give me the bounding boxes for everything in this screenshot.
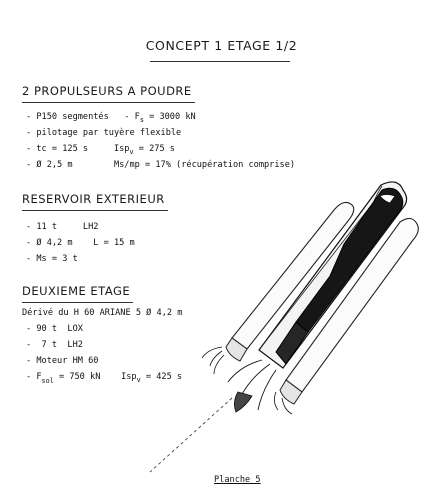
spec-line-engine: - Moteur HM 60 [26,356,99,366]
spec-text: = 3000 kN [143,112,196,122]
spec-line-derived-from: Dérivé du H 60 ARIANE 5 Ø 4,2 m [22,308,183,318]
spec-text: = 750 kN Isp [53,372,137,382]
subscript: v [129,148,134,156]
spec-line-tank-dimensions: - Ø 4,2 m L = 15 m [26,238,135,248]
subscript: sol [41,377,54,385]
spec-line-lh2-mass-2: - 7 t LH2 [26,340,83,350]
spec-text: = 425 s [140,372,183,382]
subscript: v [136,376,141,384]
spec-line-diameter: - Ø 2,5 m Ms/mp = 17% (récupération comprise) [26,160,296,170]
spec-line-lox-mass: - 90 t LOX [26,324,83,334]
spec-line-dry-mass: - Ms = 3 t [26,254,78,264]
section-heading-reservoir-text: RESERVOIR EXTERIEUR [22,192,165,206]
spec-text: - P150 segmentés - F [26,112,140,122]
exhaust-trail [150,398,232,472]
spec-text: = 275 s [133,144,175,154]
section-heading-deuxieme-text: DEUXIEME ETAGE [22,284,131,298]
page-footer-label: Planche 5 [214,475,261,485]
spec-line-lh2-mass: - 11 t LH2 [26,222,99,232]
page-title: CONCEPT 1 ETAGE 1/2 [145,38,298,53]
section-heading-propulseurs-text: 2 PROPULSEURS A POUDRE [22,84,192,98]
spec-line-piloting: - pilotage par tuyère flexible [26,128,182,138]
spec-text: - F [26,372,42,382]
subscript: s [139,116,144,124]
spec-text: - tc = 125 s Isp [26,144,130,154]
